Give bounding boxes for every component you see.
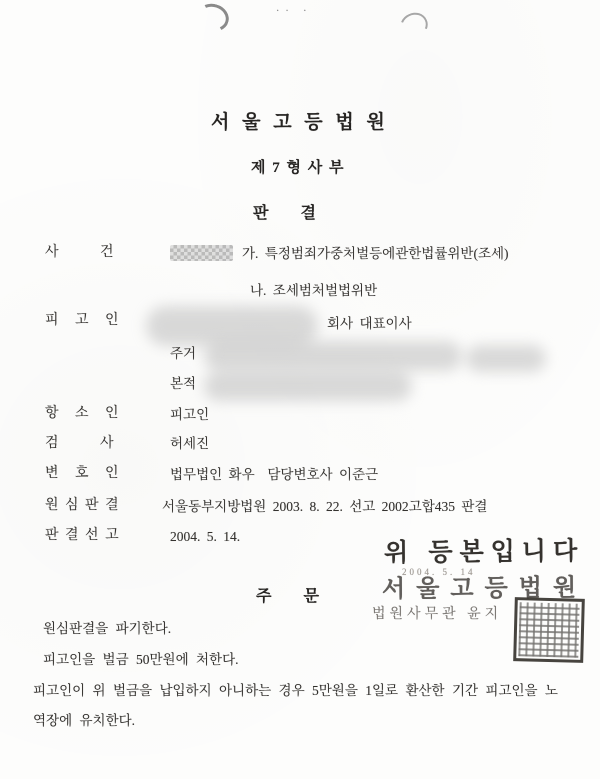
sentencing-date-label: 판 결 선 고 [45,528,121,543]
lower-judgment-label: 원 심 판 결 [45,498,121,513]
certification-text: 위 등본입니다 [383,537,585,568]
defendant-label: 피 고 인 [45,313,121,328]
smudge-arc-mark [396,8,432,42]
order-line: 원심판결을 파기한다. [43,621,172,636]
sentencing-date-value: 2004. 5. 14. [170,529,241,544]
lower-judgment-value: 서울동부지방법원 2003. 8. 22. 선고 2002고합435 판결 [162,499,488,514]
order-heading: 주 문 [256,588,319,605]
order-line: 피고인이 위 벌금을 납입하지 아니하는 경우 5만원을 1일로 환산한 기간 피고인을 노 [33,683,558,698]
counsel-value: 법무법인 화우 담당변호사 이준근 [170,467,379,482]
seal-glyph-pattern [518,602,579,658]
order-line: 피고인을 벌금 50만원에 처한다. [43,652,239,667]
redacted-residence [204,341,462,371]
redacted-defendant-name [146,306,318,346]
doc-title-heading: 판 결 [253,205,316,222]
case-charge-a: 가. 특정범죄가중처벌등에관한법률위반(조세) [242,246,509,261]
prosecutor-value: 허세진 [170,436,210,451]
order-line: 역장에 유치한다. [33,713,136,728]
court-name-heading: 서 울 고 등 법 원 [211,112,389,133]
case-charge-b: 나. 조세범처벌법위반 [250,283,378,298]
counsel-label: 변 호 인 [45,466,121,481]
appellant-label: 항 소 인 [45,406,121,421]
clerk-seal-stamp-icon [513,597,585,663]
domicile-label: 본적 [170,376,197,391]
redacted-domicile [204,371,412,401]
residence-label: 주거 [170,346,197,361]
smudge-dots: ·· · [276,6,313,17]
appellant-value: 피고인 [170,407,210,422]
prosecutor-label: 검 사 [45,436,116,451]
redacted-residence-2 [466,345,546,372]
certification-court: 서울고등법원 [381,575,588,603]
division-heading: 제 7 형 사 부 [251,160,345,176]
smudge-arc-mark [194,0,233,35]
certification-clerk: 법원사무관 윤지 [372,607,503,622]
defendant-role: 회사 대표이사 [327,316,412,331]
case-label: 사 건 [45,245,116,260]
certification-date: 2004. 5. 14 [402,567,476,577]
redacted-case-number [170,245,233,261]
